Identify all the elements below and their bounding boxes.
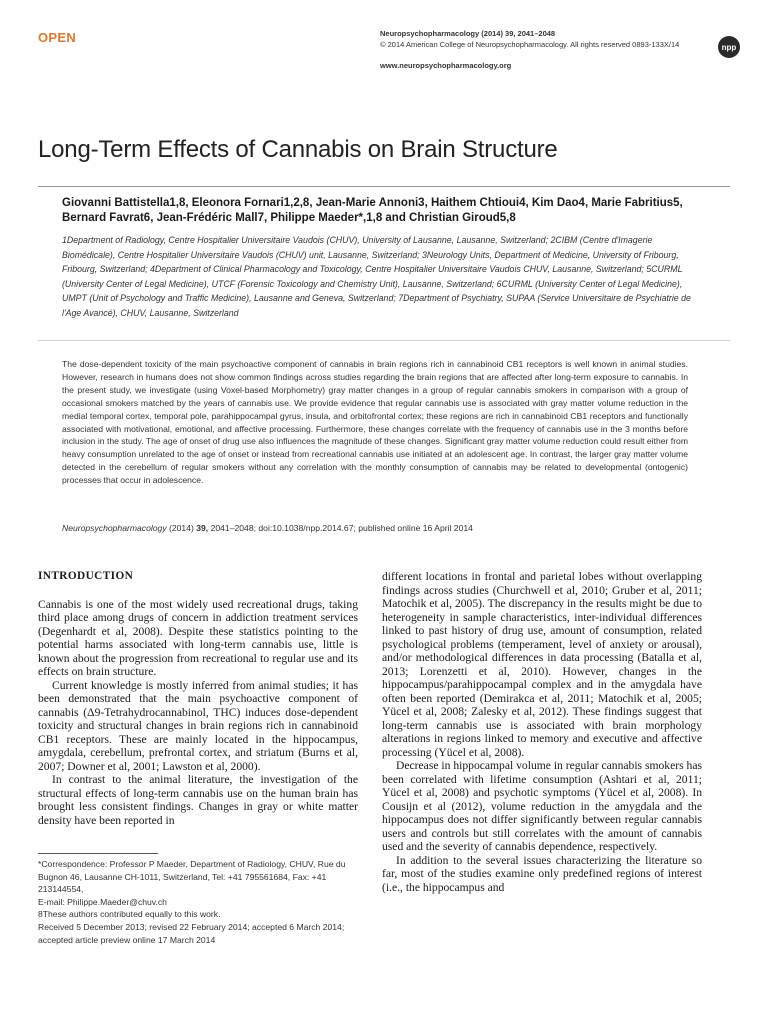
footnotes	[38, 858, 358, 946]
body-paragraph: Cannabis is one of the most widely used recreational drugs, taking third place among drugs of concern in addiction treatment services (Degenhardt et al, 2008). Despite these statistics pointing to the potential harms associated with long-term cannabis use, little is known about the progression from recreational to regular use and its effects on brain structure.	[38, 597, 358, 678]
abstract-divider	[38, 340, 730, 341]
citation-journal: Neuropsychopharmacology	[62, 523, 167, 533]
body-paragraph: Current knowledge is mostly inferred from animal studies; it has been demonstrated that the main psychoactive component of cannabis (Δ9-Tetrahydrocannabinol, THC) induces dose-dependent toxicity and structural changes in brain regions rich in cannabinoid CB1 receptors. These are mainly located in the hippocampus, amygdala, cerebellum, prefrontal cortex, and striatum (Burns et al, 2007; Downer et al, 2001; Lawston et al, 2000).	[38, 678, 358, 773]
abstract-text: The dose-dependent toxicity of the main psychoactive component of cannabis in brain regions rich in cannabinoid CB1 receptors is well known in animal studies. However, research in humans does not show common findings across studies regarding the brain regions that are affected after long-term exposure to cannabis. In the present study, we investigate (using Voxel-based Morphometry) gray matter changes in a group of regular cannabis smokers in comparison with a group of occasional smokers matched by the years of cannabis use. We provide evidence that regular cannabis use is associated with gray matter volume reduction in the medial temporal cortex, temporal pole, parahippocampal gyrus, insula, and orbitofrontal cortex; these regions are rich in cannabinoid CB1 receptors and functionally associated with motivational, emotional, and affective processing. Furthermore, these changes correlate with the frequency of cannabis use in the 3 months before inclusion in the study. The age of onset of drug use also influences the magnitude of these changes. Significant gray matter volume reduction could result either from heavy consumption unrelated to the age of onset or instead from recreational cannabis use initiated at an adolescent age. In contrast, the larger gray matter volume detected in the cerebellum of regular smokers without any correlation with the monthly consumption of cannabis may be related to developmental (ontogenic) processes that occur in adolescence.	[62, 359, 688, 486]
paper-title: Long-Term Effects of Cannabis on Brain Structure	[38, 136, 558, 164]
body-paragraph: different locations in frontal and parietal lobes without overlapping findings across studies (Churchwell et al, 2010; Gruber et al, 2011; Matochik et al, 2005). The discrepancy in the results might be due to heterogeneity in sample characteristics, inter-individual differences linked to past history of drug use, amount of consumption, related psychological problems (temperament, level of anxiety or arousal), and/or methodological differences in data processing (Batalla et al, 2013; Lorenzetti et al, 2010). However, changes in the hippocampus/parahippocampal complex and in the amygdala have often been reported (Demirakca et al, 2011; Matochik et al, 2005; Yücel et al, 2008; Zalesky et al, 2012). These findings suggest that long-term cannabis use is associated with brain morphology alterations in regions linked to memory and executive and affective processing (Yücel et al, 2008).	[382, 570, 702, 759]
body-column-left	[38, 570, 358, 827]
body-paragraph: In contrast to the animal literature, the investigation of the structural effects of long-term cannabis use on the human brain has brought less consistent findings. Changes in gray or white matter density have been reported in	[38, 773, 358, 827]
author-list: Giovanni Battistella1,8, Eleonora Fornari1,2,8, Jean-Marie Annoni3, Haithem Chtioui4, Kim Dao4, Marie Fabritius5, Bernard Favrat6, Jean-Frédéric Mall7, Philippe Maeder*,1,8 and Christian Giroud5,8	[62, 197, 683, 224]
journal-url-link[interactable]: www.neuropsychopharmacology.org	[380, 61, 512, 70]
body-paragraph: Decrease in hippocampal volume in regular cannabis smokers has been correlated with lifetime consumption (Ashtari et al, 2011; Yücel et al, 2008) and psychotic symptoms (Yücel et al, 2008). In Cousijn et al (2012), volume reduction in the amygdala and the hippocampus does not differ significantly between regular cannabis users and controls but still correlates with the amount of cannabis used and the severity of cannabis dependence, respectively.	[382, 759, 702, 853]
title-divider	[38, 186, 730, 187]
body-column-right	[382, 570, 702, 894]
body-paragraph: In addition to the several issues characterizing the literature so far, most of the studies examine only predefined regions of interest (i.e., the hippocampus and	[382, 853, 702, 894]
citation-year: (2014)	[169, 523, 194, 533]
equal-contribution-note: 8These authors contributed equally to this work.	[38, 909, 221, 920]
received-dates-note: Received 5 December 2013; revised 22 February 2014; accepted 6 March 2014; accepted article preview online 17 March 2014	[38, 921, 345, 945]
copyright-line: © 2014 American College of Neuropsychopharmacology. All rights reserved 0893-133X/14	[380, 40, 680, 49]
section-heading: INTRODUCTION	[38, 570, 134, 582]
open-access-badge: OPEN	[38, 30, 77, 45]
article-citation	[62, 523, 702, 533]
email-link[interactable]: E-mail: Philippe.Maeder@chuv.ch	[38, 896, 167, 907]
publisher-logo: npp	[718, 36, 740, 58]
footnote-divider	[38, 853, 158, 854]
citation-volume: 39,	[196, 523, 209, 533]
correspondence-note: *Correspondence: Professor P Maeder, Department of Radiology, CHUV, Rue du Bugnon 46, Lausanne CH-1011, Switzerland, Tel: +41 795561684, Fax: +41 213144554,	[38, 859, 346, 895]
journal-header	[380, 28, 700, 71]
affiliations: 1Department of Radiology, Centre Hospitalier Universitaire Vaudois (CHUV), University of Lausanne, Lausanne, Switzerland; 2CIBM (Centre d'Imagerie Biomédicale), Centre Hospitalier Universitaire Vaudois (CHUV) unit, Lausanne, Switzerland; 3Neurology Units, Department of Medicine, University of Fribourg, Fribourg, Switzerland; 4Department of Clinical Pharmacology and Toxicology, Centre Hospitalier Universitaire Vaudois CHUV, Lausanne, Switzerland; 5CURML (University Center of Legal Medicine), UTCF (Forensic Toxicology and Chemistry Unit), Lausanne, Switzerland; 6CURML (University Center of Legal Medicine), UMPT (Unit of Psychology and Traffic Medicine), Lausanne and Geneva, Switzerland; 7Department of Psychiatry, SUPAA (Service Universitaire de Psychiatrie de l'Age Avancé), CHUV, Lausanne, Switzerland	[62, 235, 691, 318]
citation-details: 2041–2048; doi:10.1038/npp.2014.67; published online 16 April 2014	[210, 523, 473, 533]
journal-citation-line: Neuropsychopharmacology (2014) 39, 2041–2048	[380, 29, 556, 38]
